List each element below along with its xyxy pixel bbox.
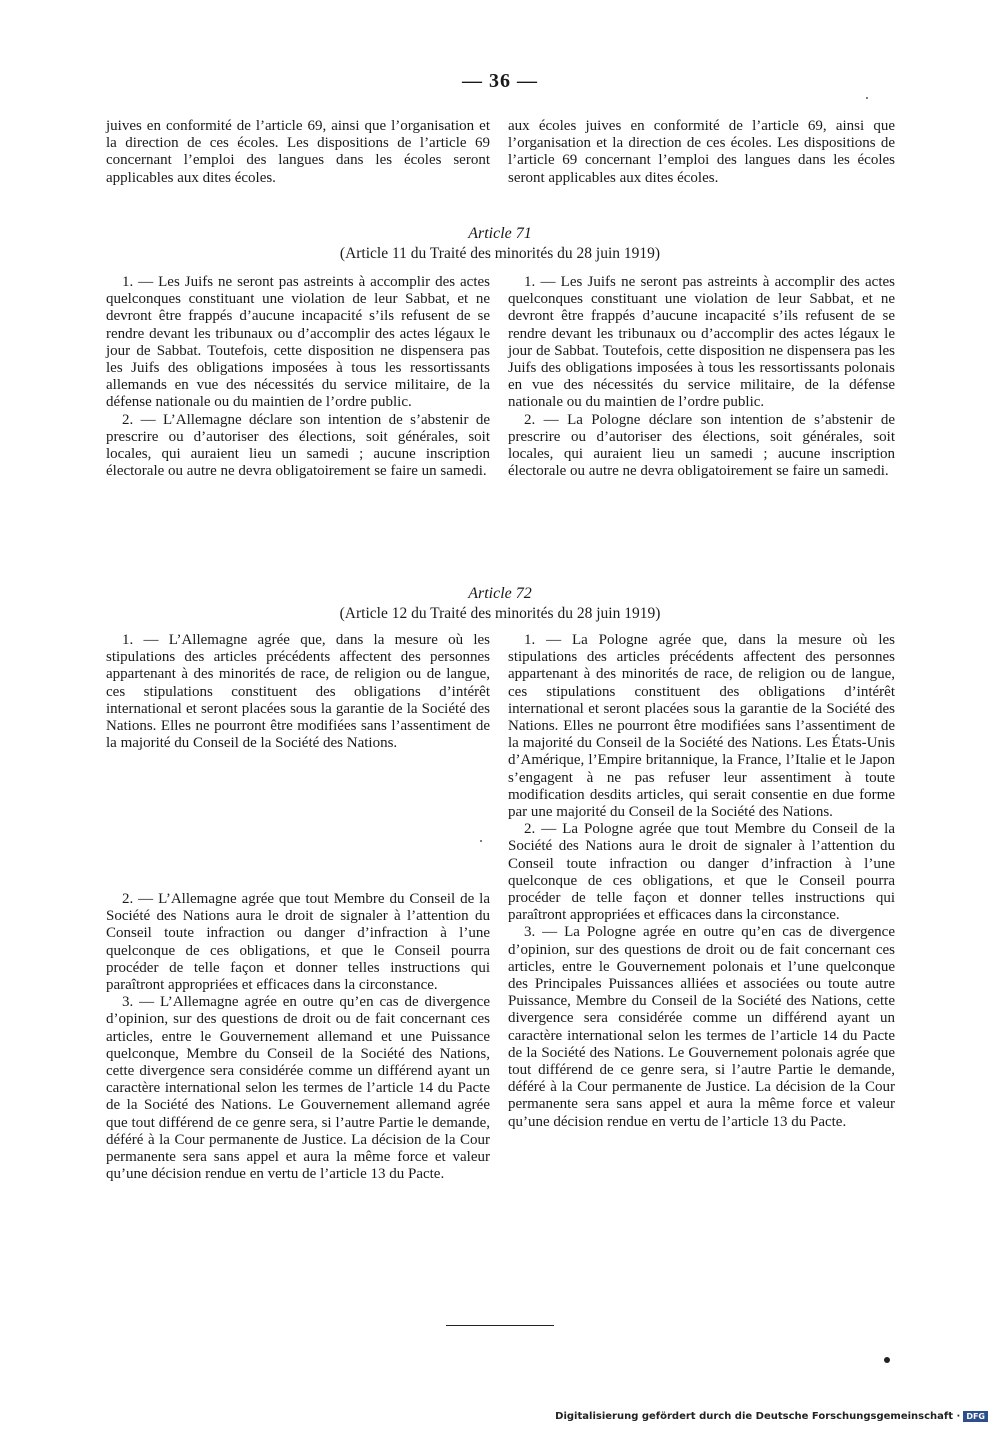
article-72-right-paragraph-3: 3. — La Pologne agrée en outre qu’en cas de divergence d’opinion, sur des questions de droit ou de fait concernant ces articles, entre le Gouvernement polonais et l’une quelconque des Principales Puissances alliées et associées ou toute autre Puissance, Membre du Conseil de la Société des Nations, cette divergence sera considérée comme un différend ayant un caractère international selon les termes de l’article 14 du Pacte de la Société des Nations. Le Gouvernement polonais agrée que tout différend de ce genre sera, si l’autre Partie le demande, déféré à la Cour permanente de Justice. La décision de la Cour permanente sera sans appel et aura la même force et valeur qu’une décision rendue en vertu de l’article 13 du Pacte. xyxy=(508,924,895,1130)
intro-left-paragraph: juives en conformité de l’article 69, ainsi que l’organisation et la direction de ces écoles. Les dispositions de l’article 69 concernant l’emploi des langues dans les écoles seront applicables aux dites écoles. xyxy=(106,118,490,186)
dfg-logo: DFG xyxy=(963,1411,988,1422)
article-71-subtitle: (Article 11 du Traité des minorités du 28 juin 1919) xyxy=(339,245,661,262)
article-72-right-paragraph-2: 2. — La Pologne agrée que tout Membre du Conseil de la Société des Nations aura le droit de signaler à l’attention du Conseil toute infraction ou danger d’infraction à l’une quelconque de ces obligations, et que le Conseil pourra procéder de telle façon et donner telles instructions qui paraîtront appropriées et efficaces dans la circonstance. xyxy=(508,821,895,924)
article-72-subtitle: (Article 12 du Traité des minorités du 28 juin 1919) xyxy=(339,605,661,622)
article-71-left-paragraph-2: 2. — L’Allemagne déclare son intention de s’abstenir de prescrire ou d’autoriser des élections, soit générales, soit locales, qui auraient lieu un samedi ; aucune inscription électorale ou autre ne devra obligatoirement se faire un samedi. xyxy=(106,411,490,480)
article-72-left-paragraph-1: 1. — L’Allemagne agrée que, dans la mesure où les stipulations des articles précédents affectent des personnes appartenant à des minorités de race, de religion ou de langue, ces stipulations constituent des obligations d’intérêt international et seront placées sous la garantie de la Société des Nations. Elles ne pourront être modifiées sans l’assentiment de la majorité du Conseil de la Société des Nations. xyxy=(106,632,490,752)
ink-dot xyxy=(884,1357,890,1363)
speck xyxy=(480,840,482,842)
article-71-title: Article 71 xyxy=(468,225,532,242)
article-72-left-section-2 xyxy=(106,891,490,1183)
article-71-right-paragraph-1: 1. — Les Juifs ne seront pas astreints à accomplir des actes quelconques constituant une violation de leur Sabbat, et ne devront être frappés d’aucune incapacité s’ils refusent de se rendre devant les tribunaux ou d’accomplir des actes légaux le jour de Sabbat. Toutefois, cette disposition ne dispensera pas les Juifs des obligations imposées à tous les ressortissants polonais en vue des nécessités du service militaire, de la défense nationale ou du maintien de l’ordre public. xyxy=(508,274,895,411)
article-71-left-paragraph-1: 1. — Les Juifs ne seront pas astreints à accomplir des actes quelconques constituant une violation de leur Sabbat, et ne devront être frappés d’aucune incapacité s’ils refusent de se rendre devant les tribunaux ou d’accomplir des actes légaux le jour de Sabbat. Toutefois, cette disposition ne dispensera pas les Juifs des obligations imposées à tous les ressortissants allemands en vue des nécessités du service militaire, de la défense nationale ou du maintien de l’ordre public. xyxy=(106,274,490,411)
intro-right-column xyxy=(508,118,895,187)
page-number: — 36 — xyxy=(462,70,538,92)
article-72-right-column xyxy=(508,632,895,1131)
article-72-left-paragraph-3: 3. — L’Allemagne agrée en outre qu’en cas de divergence d’opinion, sur des questions de droit ou de fait concernant ces articles, entre le Gouvernement allemand et une Puissance quelconque, Membre du Conseil de la Société des Nations, cette divergence sera considérée comme un différend ayant un caractère international selon les termes de l’article 14 du Pacte de la Société des Nations. Le Gouvernement allemand agrée que tout différend de ce genre sera, si l’autre Partie le demande, déféré à la Cour permanente de Justice. La décision de la Cour permanente sera sans appel et aura la même force et valeur qu’une décision rendue en vertu de l’article 13 du Pacte. xyxy=(106,994,490,1183)
speck xyxy=(866,97,868,99)
article-72-title: Article 72 xyxy=(468,585,532,602)
article-71-left-column xyxy=(106,274,490,480)
intro-left-column xyxy=(106,118,490,187)
footer-text: Digitalisierung gefördert durch die Deutsche Forschungsgemeinschaft · xyxy=(555,1411,961,1422)
intro-right-paragraph: aux écoles juives en conformité de l’article 69, ainsi que l’organisation et la direction de ces écoles. Les dispositions de l’article 69 concernant l’emploi des langues dans les écoles seront applicables aux dites écoles. xyxy=(508,118,895,186)
article-72-right-paragraph-1: 1. — La Pologne agrée que, dans la mesure où les stipulations des articles précédents affectent des personnes appartenant à des minorités de race, de religion ou de langue, ces stipulations constituent des obligations d’intérêt international et seront placées sous la garantie de la Société des Nations. Elles ne pourront être modifiées sans l’assentiment de la majorité du Conseil de la Société des Nations. Les États-Unis d’Amérique, l’Empire britannique, la France, l’Italie et le Japon s’engagent à ne pas refuser leur assentiment à toute modification desdits articles, qui serait consentie en due forme par une majorité du Conseil de la Société des Nations. xyxy=(508,632,895,821)
digitization-footer xyxy=(555,1411,988,1422)
article-71-right-column xyxy=(508,274,895,480)
article-72-left-section-1 xyxy=(106,632,490,752)
article-71-right-paragraph-2: 2. — La Pologne déclare son intention de s’abstenir de prescrire ou d’autoriser des élections, soit générales, soit locales, qui auraient lieu un samedi ; aucune inscription électorale ou autre ne devra obligatoirement se faire un samedi. xyxy=(508,411,895,480)
end-rule xyxy=(446,1325,554,1326)
article-72-left-paragraph-2: 2. — L’Allemagne agrée que tout Membre du Conseil de la Société des Nations aura le droit de signaler à l’attention du Conseil toute infraction ou danger d’infraction à l’une quelconque de ces obligations, et que le Conseil pourra procéder de telle façon et donner telles instructions qui paraîtront appropriées et efficaces dans la circonstance. xyxy=(106,891,490,994)
